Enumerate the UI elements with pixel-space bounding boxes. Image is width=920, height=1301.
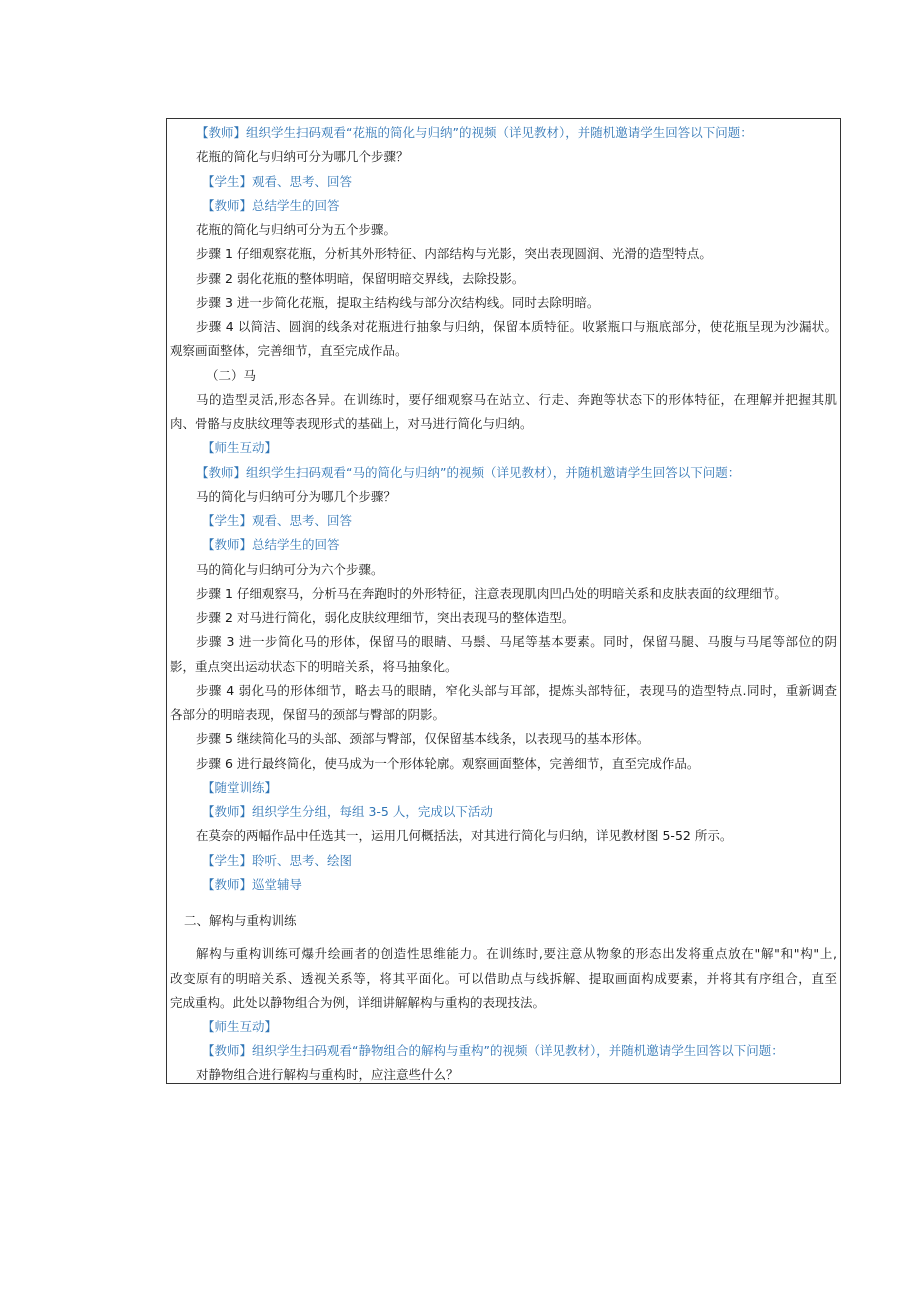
horse-step-4-cont: 各部分的明暗表现，保留马的颈部与臀部的阴影。: [170, 707, 446, 722]
teacher-student-interaction-label: 【师生互动】: [202, 440, 278, 455]
horse-step-3: 步骤 3 进一步简化马的形体，保留马的眼睛、马鬃、马尾等基本要素。同时，保留马腿、马腹与马尾等部位的阴: [196, 634, 837, 649]
exercise-description: 在莫奈的两幅作品中任选其一，运用几何概括法，对其进行简化与归纳，详见教材图 5-52 所示。: [196, 828, 733, 843]
horse-step-1: 步骤 1 仔细观察马，分析马在奔跑时的外形特征，注意表现肌肉凹凸处的明暗关系和皮肤表面的纹理细节。: [196, 586, 787, 601]
teacher-student-interaction-label: 【师生互动】: [202, 1019, 278, 1034]
teacher-instruction-horse: 【教师】组织学生扫码观看“马的简化与归纳”的视频（详见教材），并随机邀请学生回答以下问题：: [196, 465, 741, 480]
student-response-drawing: 【学生】聆听、思考、绘图: [202, 853, 353, 868]
question-horse-steps: 马的简化与归纳可分为哪几个步骤？: [196, 489, 397, 504]
horse-intro-cont: 肉、骨骼与皮肤纹理等表现形式的基础上，对马进行简化与归纳。: [170, 416, 533, 431]
question-vase-steps: 花瓶的简化与归纳可分为哪几个步骤？: [196, 149, 409, 164]
horse-step-3-cont: 影，重点突出运动状态下的明暗关系，将马抽象化。: [170, 659, 458, 674]
teacher-summary: 【教师】总结学生的回答: [202, 537, 340, 552]
horse-step-4: 步骤 4 弱化马的形体细节，略去马的眼睛，窄化头部与耳部，提炼头部特征，表现马的造型特点.同时，重新调查: [196, 683, 837, 698]
horse-step-5: 步骤 5 继续简化马的头部、颈部与臀部，仅保留基本线条，以表现马的基本形体。: [196, 731, 650, 746]
section-horse-heading: （二）马: [206, 368, 257, 383]
deconstruction-intro-cont-2: 完成重构。此处以静物组合为例，详细讲解解构与重构的表现技法。: [170, 995, 546, 1010]
deconstruction-intro-cont-1: 改变原有的明暗关系、透视关系等，将其平面化。可以借助点与线拆解、提取画面构成要素，并将其有序组合，直至: [170, 971, 837, 986]
horse-intro: 马的造型灵活,形态各异。在训练时，要仔细观察马在站立、行走、奔跑等状态下的形体特征，在理解并把握其肌: [196, 392, 837, 407]
deconstruction-intro: 解构与重构训练可爆升绘画者的创造性思维能力。在训练时,要注意从物象的形态出发将重点放在"解"和"构"上,: [196, 946, 837, 961]
vase-step-3: 步骤 3 进一步简化花瓶，提取主结构线与部分次结构线。同时去除明暗。: [196, 295, 600, 310]
teacher-instruction-vase: 【教师】组织学生扫码观看“花瓶的简化与归纳”的视频（详见教材），并随机邀请学生回答以下问题：: [196, 125, 753, 140]
student-response: 【学生】观看、思考、回答: [202, 174, 353, 189]
section-2-heading: 二、解构与重构训练: [184, 913, 297, 928]
vase-step-4-cont: 观察画面整体，完善细节，直至完成作品。: [170, 343, 408, 358]
horse-step-6: 步骤 6 进行最终简化，使马成为一个形体轮廓。观察画面整体，完善细节，直至完成作品。: [196, 756, 700, 771]
in-class-exercise-label: 【随堂训练】: [202, 780, 278, 795]
teacher-summary: 【教师】总结学生的回答: [202, 198, 340, 213]
vase-steps-intro: 花瓶的简化与归纳可分为五个步骤。: [196, 222, 397, 237]
vase-step-4: 步骤 4 以简洁、圆润的线条对花瓶进行抽象与归纳，保留本质特征。收紧瓶口与瓶底部分，使花瓶呈现为沙漏状。: [196, 319, 837, 334]
vase-step-2: 步骤 2 弱化花瓶的整体明暗，保留明暗交界线，去除投影。: [196, 271, 525, 286]
horse-step-2: 步骤 2 对马进行简化，弱化皮肤纹理细节，突出表现马的整体造型。: [196, 610, 575, 625]
teacher-patrol-guidance: 【教师】巡堂辅导: [202, 877, 303, 892]
question-still-life: 对静物组合进行解构与重构时，应注意些什么？: [196, 1067, 459, 1082]
teacher-instruction-still-life: 【教师】组织学生扫码观看“静物组合的解构与重构”的视频（详见教材），并随机邀请学生回答以下问题：: [202, 1043, 784, 1058]
horse-steps-intro: 马的简化与归纳可分为六个步骤。: [196, 562, 384, 577]
teacher-group-activity: 【教师】组织学生分组，每组 3-5 人，完成以下活动: [202, 804, 493, 819]
student-response: 【学生】观看、思考、回答: [202, 513, 353, 528]
vase-step-1: 步骤 1 仔细观察花瓶，分析其外形特征、内部结构与光影，突出表现圆润、光滑的造型特点。: [196, 246, 712, 261]
